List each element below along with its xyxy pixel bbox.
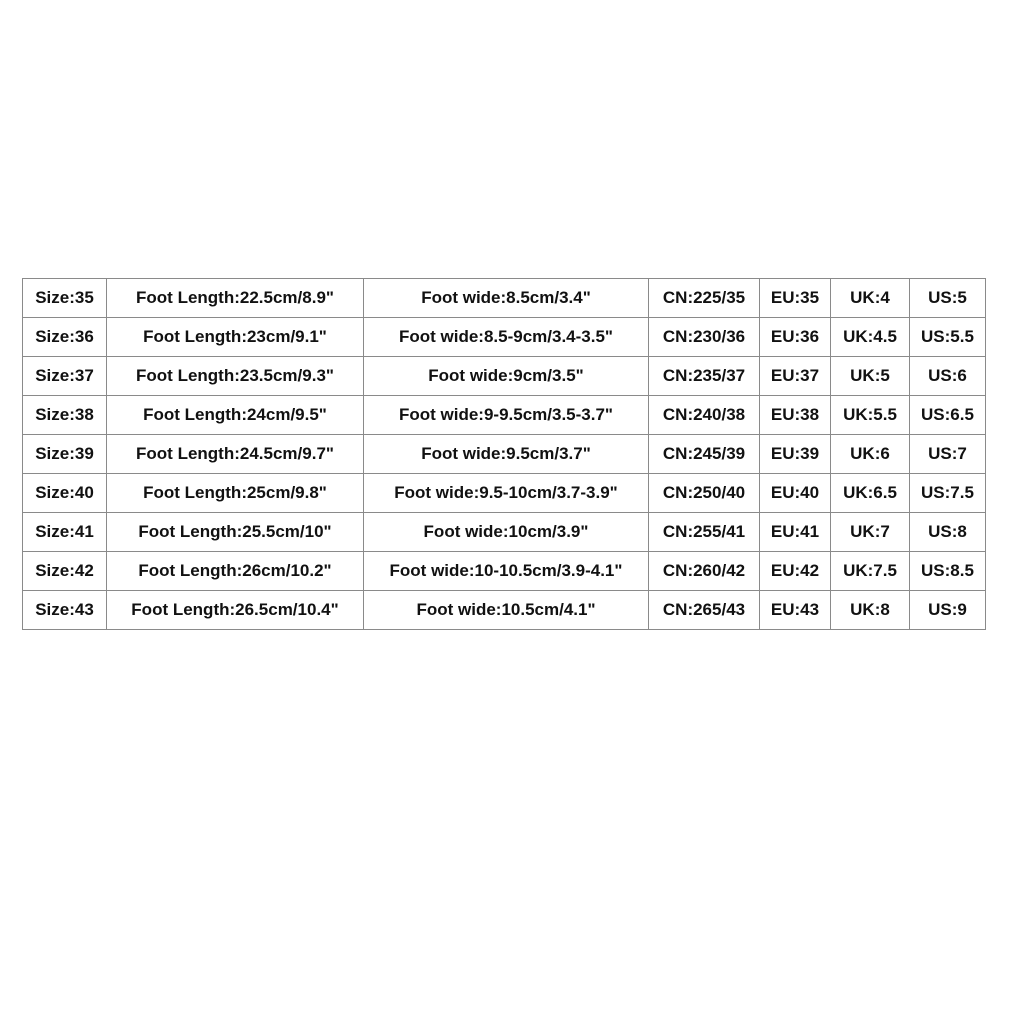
foot-length-cell: Foot Length:25cm/9.8" [107, 474, 364, 513]
eu-size-cell: EU:40 [760, 474, 831, 513]
uk-size-cell: UK:5 [831, 357, 910, 396]
table-row [23, 591, 986, 630]
size-cell: Size:36 [23, 318, 107, 357]
size-cell: Size:40 [23, 474, 107, 513]
foot-length-cell: Foot Length:25.5cm/10" [107, 513, 364, 552]
uk-size-cell: UK:7 [831, 513, 910, 552]
size-cell: Size:39 [23, 435, 107, 474]
size-cell: Size:35 [23, 279, 107, 318]
uk-size-cell: UK:6 [831, 435, 910, 474]
us-size-cell: US:8.5 [910, 552, 986, 591]
foot-width-cell: Foot wide:8.5-9cm/3.4-3.5" [364, 318, 649, 357]
cn-size-cell: CN:250/40 [649, 474, 760, 513]
eu-size-cell: EU:41 [760, 513, 831, 552]
foot-width-cell: Foot wide:9.5-10cm/3.7-3.9" [364, 474, 649, 513]
foot-width-cell: Foot wide:10cm/3.9" [364, 513, 649, 552]
cn-size-cell: CN:245/39 [649, 435, 760, 474]
table-row [23, 396, 986, 435]
uk-size-cell: UK:8 [831, 591, 910, 630]
us-size-cell: US:5 [910, 279, 986, 318]
us-size-cell: US:7.5 [910, 474, 986, 513]
foot-length-cell: Foot Length:23cm/9.1" [107, 318, 364, 357]
foot-length-cell: Foot Length:26.5cm/10.4" [107, 591, 364, 630]
eu-size-cell: EU:39 [760, 435, 831, 474]
uk-size-cell: UK:7.5 [831, 552, 910, 591]
eu-size-cell: EU:36 [760, 318, 831, 357]
foot-length-cell: Foot Length:24cm/9.5" [107, 396, 364, 435]
us-size-cell: US:9 [910, 591, 986, 630]
size-cell: Size:41 [23, 513, 107, 552]
table-row [23, 513, 986, 552]
eu-size-cell: EU:35 [760, 279, 831, 318]
foot-width-cell: Foot wide:8.5cm/3.4" [364, 279, 649, 318]
uk-size-cell: UK:6.5 [831, 474, 910, 513]
us-size-cell: US:6.5 [910, 396, 986, 435]
size-cell: Size:42 [23, 552, 107, 591]
cn-size-cell: CN:255/41 [649, 513, 760, 552]
foot-width-cell: Foot wide:9-9.5cm/3.5-3.7" [364, 396, 649, 435]
eu-size-cell: EU:37 [760, 357, 831, 396]
size-cell: Size:43 [23, 591, 107, 630]
cn-size-cell: CN:240/38 [649, 396, 760, 435]
uk-size-cell: UK:5.5 [831, 396, 910, 435]
table-row [23, 318, 986, 357]
foot-width-cell: Foot wide:10-10.5cm/3.9-4.1" [364, 552, 649, 591]
foot-width-cell: Foot wide:9.5cm/3.7" [364, 435, 649, 474]
us-size-cell: US:7 [910, 435, 986, 474]
uk-size-cell: UK:4.5 [831, 318, 910, 357]
table-row [23, 435, 986, 474]
size-chart-table [22, 278, 986, 630]
us-size-cell: US:6 [910, 357, 986, 396]
foot-width-cell: Foot wide:10.5cm/4.1" [364, 591, 649, 630]
cn-size-cell: CN:230/36 [649, 318, 760, 357]
size-chart-body [23, 279, 986, 630]
us-size-cell: US:5.5 [910, 318, 986, 357]
eu-size-cell: EU:43 [760, 591, 831, 630]
table-row [23, 552, 986, 591]
table-row [23, 474, 986, 513]
cn-size-cell: CN:265/43 [649, 591, 760, 630]
uk-size-cell: UK:4 [831, 279, 910, 318]
eu-size-cell: EU:42 [760, 552, 831, 591]
foot-length-cell: Foot Length:23.5cm/9.3" [107, 357, 364, 396]
cn-size-cell: CN:235/37 [649, 357, 760, 396]
foot-length-cell: Foot Length:22.5cm/8.9" [107, 279, 364, 318]
foot-width-cell: Foot wide:9cm/3.5" [364, 357, 649, 396]
size-cell: Size:38 [23, 396, 107, 435]
foot-length-cell: Foot Length:24.5cm/9.7" [107, 435, 364, 474]
foot-length-cell: Foot Length:26cm/10.2" [107, 552, 364, 591]
size-cell: Size:37 [23, 357, 107, 396]
table-row [23, 279, 986, 318]
cn-size-cell: CN:225/35 [649, 279, 760, 318]
eu-size-cell: EU:38 [760, 396, 831, 435]
us-size-cell: US:8 [910, 513, 986, 552]
table-row [23, 357, 986, 396]
cn-size-cell: CN:260/42 [649, 552, 760, 591]
